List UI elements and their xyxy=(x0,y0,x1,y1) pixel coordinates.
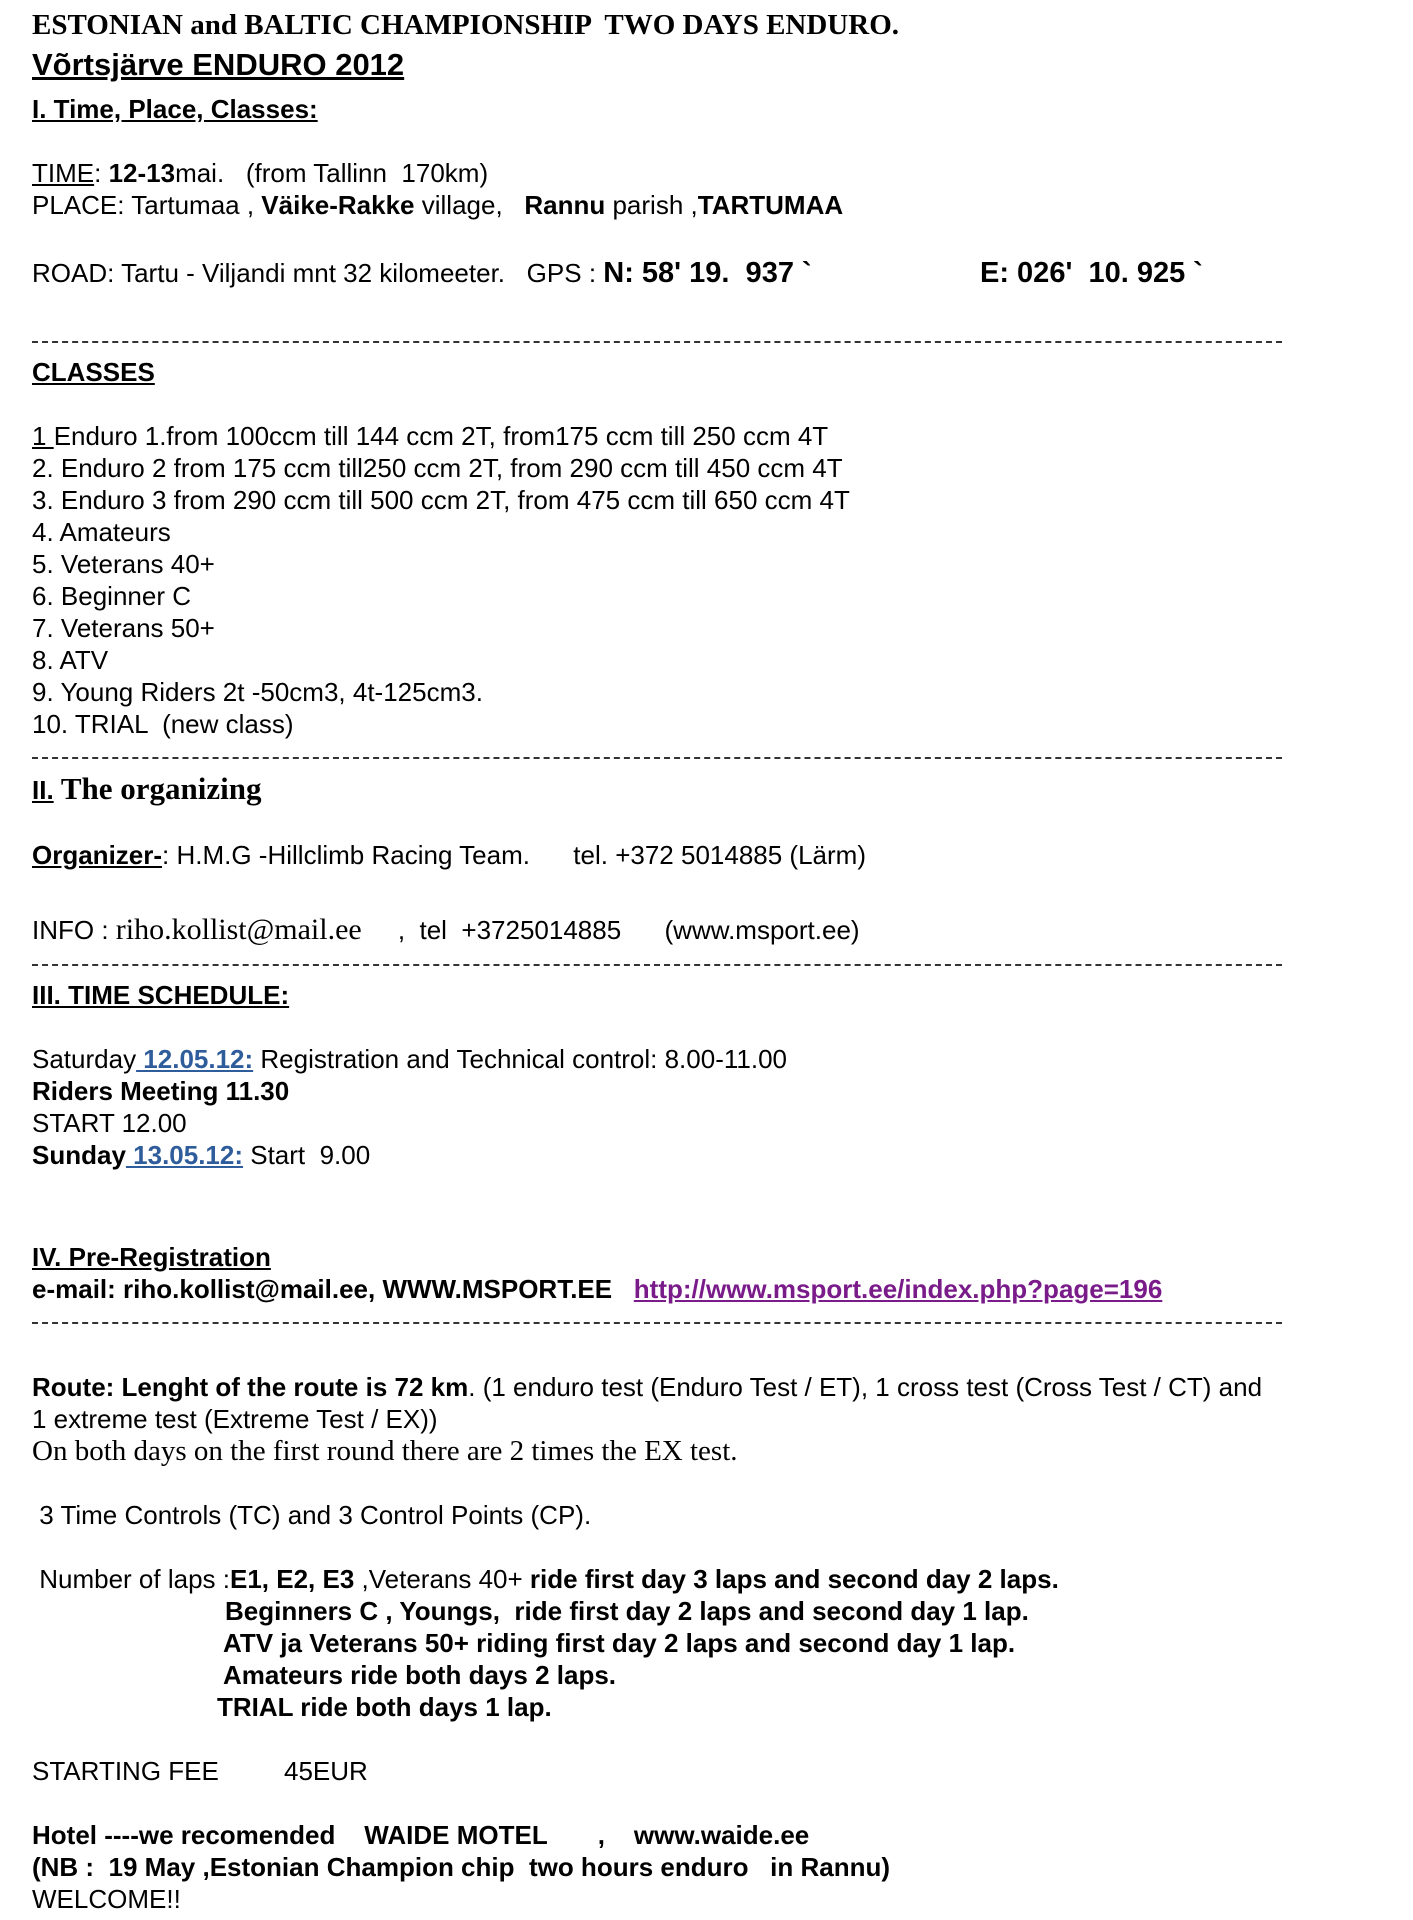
route-length: Route: Lenght of the route is 72 km xyxy=(32,1372,469,1402)
place-parish-suffix: parish , xyxy=(605,190,698,220)
class-item-number: 1 xyxy=(32,421,54,451)
place-village: Väike-Rakke xyxy=(261,190,415,220)
laps-classes-a: E1, E2, E3 xyxy=(229,1564,355,1594)
saturday-label: Saturday xyxy=(32,1044,137,1074)
starting-fee xyxy=(32,1756,368,1786)
laps-line-5: TRIAL ride both days 1 lap. xyxy=(217,1692,552,1722)
time-date: 12-13 xyxy=(108,158,176,188)
event-title: Võrtsjärve ENDURO 2012 xyxy=(32,47,405,82)
laps-rule-1: ride first day 3 laps and second day 2 laps. xyxy=(522,1564,1059,1594)
time-label: TIME xyxy=(32,158,95,188)
prereg-email: e-mail: riho.kollist@mail.ee, WWW.MSPORT.EE xyxy=(32,1274,634,1304)
fee-amount: 45EUR xyxy=(284,1756,368,1786)
class-item xyxy=(32,421,828,451)
place-village-suffix: village, xyxy=(414,190,525,220)
class-item: 9. Young Riders 2t -50cm3, 4t-125cm3. xyxy=(32,677,483,707)
hotel-line: Hotel ----we recomended WAIDE MOTEL , www.waide.ee xyxy=(32,1820,810,1850)
road-line xyxy=(32,257,1203,289)
laps-line-4: Amateurs ride both days 2 laps. xyxy=(223,1660,617,1690)
organizing-heading xyxy=(32,771,262,806)
class-item: 6. Beginner C xyxy=(32,581,191,611)
place-line xyxy=(32,190,843,220)
organizer-label: Organizer- xyxy=(32,840,163,870)
prereg-heading: IV. Pre-Registration xyxy=(32,1242,271,1272)
place-county: TARTUMAA xyxy=(697,190,844,220)
class-item-text: Enduro 1.from 100ccm till 144 ccm 2T, from175 ccm till 250 ccm 4T xyxy=(53,421,829,451)
route-tests: . (1 enduro test (Enduro Test / ET), 1 cross test (Cross Test / CT) and xyxy=(468,1372,1263,1402)
start-time: START 12.00 xyxy=(32,1108,187,1138)
sunday-date-link[interactable]: 13.05.12: xyxy=(125,1140,244,1170)
sunday-text: Start 9.00 xyxy=(243,1140,371,1170)
info-email: riho.kollist@mail.ee xyxy=(115,913,362,946)
organizing-heading-text: The organizing xyxy=(53,771,262,806)
laps-classes-b: ,Veterans 40+ xyxy=(354,1564,523,1594)
divider xyxy=(32,341,1282,343)
road-text: ROAD: Tartu - Viljandi mnt 32 kilomeeter. GPS : xyxy=(32,258,604,288)
section-heading-time-place: I. Time, Place, Classes: xyxy=(32,94,318,124)
controls-line: 3 Time Controls (TC) and 3 Control Points (CP). xyxy=(32,1500,592,1530)
place-label: PLACE: Tartumaa , xyxy=(32,190,262,220)
organizing-heading-number: II. xyxy=(32,775,54,805)
time-colon: : xyxy=(94,158,109,188)
route-line-1 xyxy=(32,1372,1262,1402)
gps-east: E: 026' 10. 925 ` xyxy=(980,257,1203,289)
divider xyxy=(32,964,1282,966)
prereg-url-link[interactable]: http://www.msport.ee/index.php?page=196 xyxy=(633,1274,1163,1304)
laps-label: Number of laps : xyxy=(32,1564,230,1594)
class-item: 4. Amateurs xyxy=(32,517,171,547)
schedule-saturday xyxy=(32,1044,787,1074)
saturday-text: Registration and Technical control: 8.00-11.00 xyxy=(253,1044,787,1074)
organizer-text: : H.M.G -Hillclimb Racing Team. tel. +372 5014885 (Lärm) xyxy=(162,840,866,870)
class-item: 7. Veterans 50+ xyxy=(32,613,215,643)
laps-line-3: ATV ja Veterans 50+ riding first day 2 laps and second day 1 lap. xyxy=(223,1628,1016,1658)
saturday-date-link[interactable]: 12.05.12: xyxy=(136,1044,254,1074)
sunday-label: Sunday xyxy=(32,1140,126,1170)
fee-label: STARTING FEE xyxy=(32,1756,219,1786)
gps-north: N: 58' 19. 937 ` xyxy=(603,257,812,289)
place-parish: Rannu xyxy=(524,190,606,220)
class-item: 5. Veterans 40+ xyxy=(32,549,215,579)
laps-line-1 xyxy=(32,1564,1059,1594)
class-item: 3. Enduro 3 from 290 ccm till 500 ccm 2T, from 475 ccm till 650 ccm 4T xyxy=(32,485,850,515)
class-item: 2. Enduro 2 from 175 ccm till250 ccm 2T, from 290 ccm till 450 ccm 4T xyxy=(32,453,843,483)
welcome-line: WELCOME!! xyxy=(32,1884,181,1914)
info-rest: , tel +3725014885 (www.msport.ee) xyxy=(361,915,860,945)
time-line xyxy=(32,158,488,188)
time-rest: mai. (from Tallinn 170km) xyxy=(175,158,489,188)
class-item: 8. ATV xyxy=(32,645,109,675)
divider xyxy=(32,757,1282,759)
laps-line-2: Beginners C , Youngs, ride first day 2 laps and second day 1 lap. xyxy=(225,1596,1029,1626)
organizer-line xyxy=(32,840,866,870)
divider xyxy=(32,1322,1282,1324)
nb-line: (NB : 19 May ,Estonian Champion chip two hours enduro in Rannu) xyxy=(32,1852,891,1882)
route-line-2: 1 extreme test (Extreme Test / EX)) xyxy=(32,1404,438,1434)
info-line xyxy=(32,915,860,945)
route-line-3: On both days on the first round there are 2 times the EX test. xyxy=(32,1435,738,1467)
schedule-sunday xyxy=(32,1140,370,1170)
class-item: 10. TRIAL (new class) xyxy=(32,709,294,739)
prereg-email-line xyxy=(32,1274,1162,1304)
classes-heading: CLASSES xyxy=(32,357,155,387)
schedule-heading: III. TIME SCHEDULE: xyxy=(32,980,290,1010)
info-label: INFO : xyxy=(32,915,116,945)
riders-meeting: Riders Meeting 11.30 xyxy=(32,1076,290,1106)
document-title: ESTONIAN and BALTIC CHAMPIONSHIP TWO DAYS ENDURO. xyxy=(32,9,899,41)
